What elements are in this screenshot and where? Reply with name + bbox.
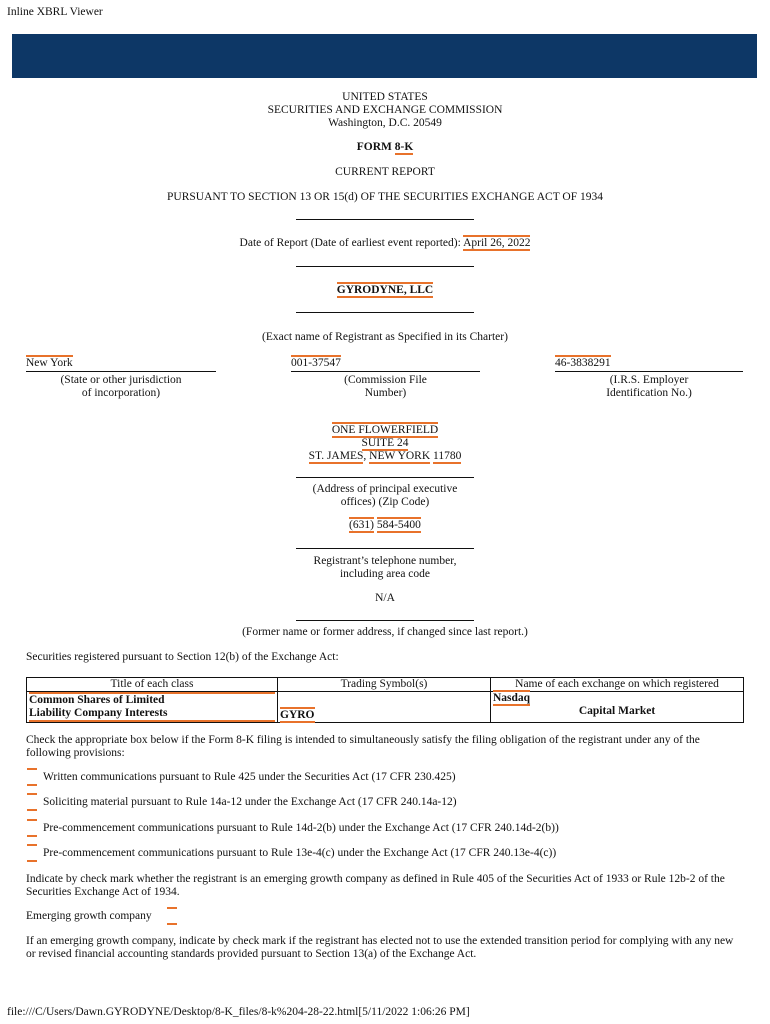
col-title-header: Title of each class <box>27 678 278 692</box>
file-caption <box>291 374 480 400</box>
phone-caption-line-2: including area code <box>339 568 431 580</box>
former-name: N/A <box>375 592 395 604</box>
former-caption: (Former name or former address, if changed since last report.) <box>242 626 528 638</box>
file-caption-line-1: (Commission File <box>344 374 427 386</box>
viewer-title: Inline XBRL Viewer <box>7 6 103 18</box>
provision-item-1: Written communications pursuant to Rule 425 under the Securities Act (17 CFR 230.425) <box>43 771 456 783</box>
state-value <box>26 357 73 369</box>
state-tag[interactable]: New York <box>26 357 73 369</box>
file-number-tag[interactable]: 001-37547 <box>291 357 341 369</box>
form-type-tag[interactable]: 8-K <box>394 141 414 153</box>
egc-checkbox[interactable] <box>167 907 177 925</box>
ein-rule <box>555 371 743 372</box>
phone-tag[interactable]: 584-5400 <box>376 519 421 531</box>
state-caption-line-2: of incorporation) <box>81 387 161 399</box>
ein-caption-line-2: Identification No.) <box>606 387 692 399</box>
ein-caption <box>555 374 743 400</box>
address-line-2-tag[interactable]: SUITE 24 <box>361 437 409 449</box>
form-prefix: FORM <box>356 141 395 153</box>
file-caption-line-2: Number) <box>364 387 407 399</box>
address-block <box>0 424 770 463</box>
securities-table <box>26 677 744 723</box>
divider <box>296 477 474 478</box>
col-symbol-header: Trading Symbol(s) <box>278 678 491 692</box>
col-exchange-header: Name of each exchange on which registered <box>491 678 744 692</box>
ein-value <box>555 357 611 369</box>
state-caption-line-1: (State or other jurisdiction <box>60 374 182 386</box>
provision-item-2: Soliciting material pursuant to Rule 14a-12 under the Exchange Act (17 CFR 240.14a-12) <box>43 796 457 808</box>
date-value-tag[interactable]: April 26, 2022 <box>463 237 531 249</box>
title-line-1-tag[interactable]: Common Shares of Limited <box>29 692 275 707</box>
viewer-toolbar-banner <box>12 34 757 78</box>
address-zip-tag[interactable]: 11780 <box>433 450 462 462</box>
header-line-1: UNITED STATES <box>342 91 428 103</box>
address-state-tag[interactable]: NEW YORK <box>369 450 431 462</box>
state-caption <box>26 374 216 400</box>
egc-indicate: Indicate by check mark whether the registrant is an emerging growth company as defined in Rule 405 of the Securities Act of 1933 or Rule 12b-2 of the Securities Exchange Act of 1934. <box>26 873 725 898</box>
address-city-tag[interactable]: ST. JAMES <box>308 450 364 462</box>
exchange-cell <box>491 692 744 723</box>
provision-item-3: Pre-commencement communications pursuant to Rule 14d-2(b) under the Exchange Act (17 CFR 240.14d-2(b)) <box>43 822 559 834</box>
soliciting-material-checkbox[interactable] <box>27 793 37 811</box>
table-header-row <box>27 678 744 692</box>
pre-commencement-13e-checkbox[interactable] <box>27 844 37 862</box>
address-caption-line-1: (Address of principal executive <box>312 483 458 495</box>
registrant-name-tag[interactable]: GYRODYNE, LLC <box>336 284 434 296</box>
registrant-name <box>0 284 770 296</box>
state-rule <box>26 371 216 372</box>
egc-label: Emerging growth company <box>26 910 152 922</box>
ein-caption-line-1: (I.R.S. Employer <box>609 374 689 386</box>
phone-caption <box>0 555 770 581</box>
exchange-tag[interactable]: Nasdaq <box>493 692 531 704</box>
ein-tag[interactable]: 46-3838291 <box>555 357 611 369</box>
phone-caption-line-1: Registrant’s telephone number, <box>313 555 457 567</box>
symbol-tag[interactable]: GYRO <box>280 709 315 721</box>
pre-commencement-14d-checkbox[interactable] <box>27 819 37 837</box>
provision-item-4: Pre-commencement communications pursuant to Rule 13e-4(c) under the Exchange Act (17 CFR 240.13e-4(c)) <box>43 847 557 859</box>
address-caption-line-2: offices) (Zip Code) <box>340 496 430 508</box>
address-separator: , <box>363 450 370 462</box>
table-row <box>27 692 744 723</box>
divider <box>296 312 474 313</box>
written-comms-checkbox[interactable] <box>27 768 37 786</box>
divider <box>296 266 474 267</box>
pursuant-line: PURSUANT TO SECTION 13 OR 15(d) OF THE SECURITIES EXCHANGE ACT OF 1934 <box>167 191 603 203</box>
file-rule <box>291 371 480 372</box>
form-title <box>0 141 770 153</box>
phone-number <box>0 519 770 531</box>
provisions-intro: Check the appropriate box below if the Form 8-K filing is intended to simultaneously satisfy the filing obligation of the registrant under any of the following provisions: <box>26 734 700 759</box>
address-caption <box>0 483 770 509</box>
symbol-cell <box>278 692 491 723</box>
divider <box>296 219 474 220</box>
report-type: CURRENT REPORT <box>335 166 435 178</box>
divider <box>296 620 474 621</box>
registrant-caption: (Exact name of Registrant as Specified in its Charter) <box>262 331 508 343</box>
header-line-3: Washington, D.C. 20549 <box>328 117 442 129</box>
cover-header <box>0 91 770 130</box>
header-line-2: SECURITIES AND EXCHANGE COMMISSION <box>267 104 503 116</box>
title-cell <box>27 692 278 723</box>
egc-transition: If an emerging growth company, indicate by check mark if the registrant has elected not to use the extended transition period for complying with any new or revised financial accounting standards provided pursuant to Section 13(a) of the Exchange Act. <box>26 935 734 960</box>
address-line-1-tag[interactable]: ONE FLOWERFIELD <box>331 424 439 436</box>
exchange-line-2: Capital Market <box>578 705 656 717</box>
file-number-value <box>291 357 341 369</box>
securities-heading: Securities registered pursuant to Section 12(b) of the Exchange Act: <box>26 651 339 663</box>
date-label: Date of Report (Date of earliest event reported): <box>239 237 461 249</box>
area-code-tag[interactable]: (631) <box>349 519 374 531</box>
date-of-report <box>0 237 770 249</box>
title-line-2-tag[interactable]: Liability Company Interests <box>29 707 275 722</box>
divider <box>296 548 474 549</box>
file-path-footer: file:///C/Users/Dawn.GYRODYNE/Desktop/8-K_files/8-k%204-28-22.html[5/11/2022 1:06:26 PM] <box>7 1006 470 1018</box>
